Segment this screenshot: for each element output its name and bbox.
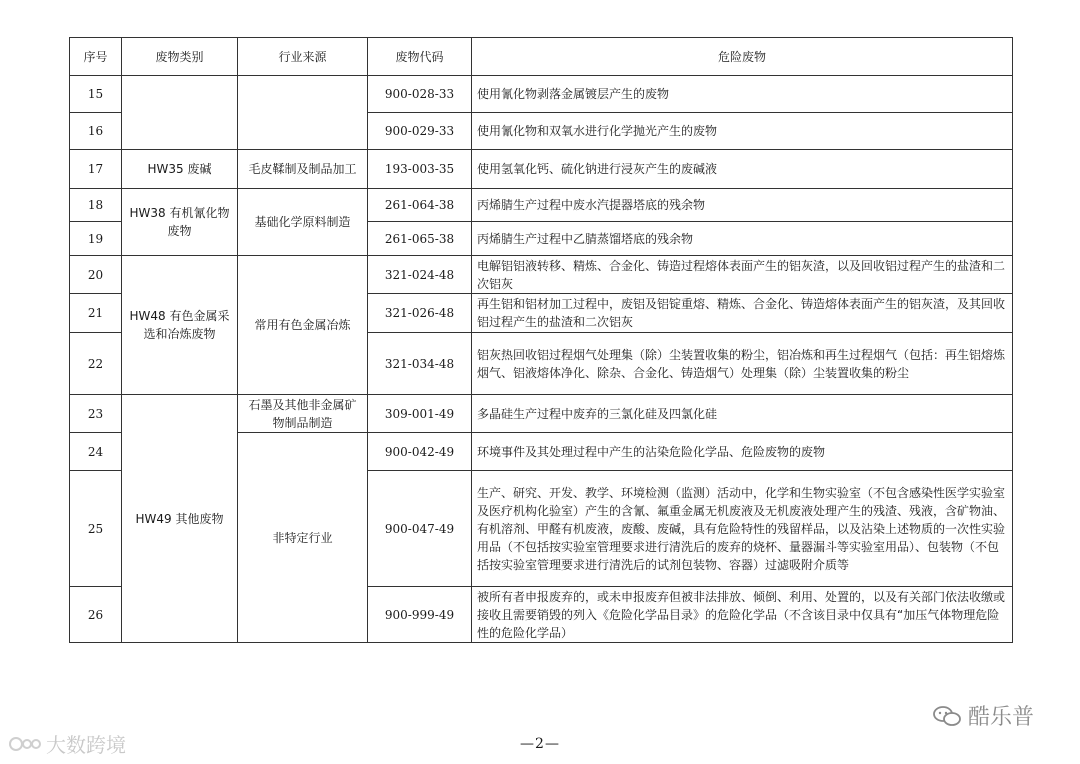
wechat-icon bbox=[932, 704, 962, 728]
row-description: 多晶硅生产过程中废弃的三氯化硅及四氯化硅 bbox=[472, 395, 1013, 433]
watermark-right-text: 酷乐普 bbox=[968, 705, 1035, 730]
row-code: 261-065-38 bbox=[368, 222, 472, 256]
header-category: 废物类别 bbox=[122, 38, 238, 76]
table-row bbox=[70, 76, 1013, 113]
row-category: HW35 废碱 bbox=[122, 150, 238, 189]
header-description: 危险废物 bbox=[472, 38, 1013, 76]
row-code: 900-047-49 bbox=[368, 471, 472, 587]
row-description: 使用氰化物剥落金属镀层产生的废物 bbox=[472, 76, 1013, 113]
row-code: 309-001-49 bbox=[368, 395, 472, 433]
row-code: 900-042-49 bbox=[368, 433, 472, 471]
row-code: 900-028-33 bbox=[368, 76, 472, 113]
row-description: 丙烯腈生产过程中废水汽提器塔底的残余物 bbox=[472, 189, 1013, 222]
table-row bbox=[70, 395, 1013, 433]
row-source: 基础化学原料制造 bbox=[238, 189, 368, 256]
row-serial: 17 bbox=[70, 150, 122, 189]
row-description: 再生铝和铝材加工过程中，废铝及铝锭重熔、精炼、合金化、铸造熔体表面产生的铝灰渣，及其回收铝过程产生的盐渣和二次铝灰 bbox=[472, 294, 1013, 333]
row-description: 使用氰化物和双氧水进行化学抛光产生的废物 bbox=[472, 113, 1013, 150]
row-serial: 23 bbox=[70, 395, 122, 433]
row-serial: 16 bbox=[70, 113, 122, 150]
category-cell-empty bbox=[122, 76, 238, 150]
row-source: 非特定行业 bbox=[238, 433, 368, 643]
row-serial: 25 bbox=[70, 471, 122, 587]
row-description: 生产、研究、开发、教学、环境检测（监测）活动中，化学和生物实验室（不包含感染性医学实验室及医疗机构化验室）产生的含氰、氟重金属无机废液及无机废液处理产生的残渣、残液，含矿物油、有机溶剂、甲醛有机废液，废酸、废碱，具有危险特性的残留样品，以及沾染上述物质的一次性实验用品（不包括按实验室管理要求进行清洗后的废弃的烧杯、量器漏斗等实验室用品）、包装物（不包括按实验室管理要求进行清洗后的试剂包装物、容器）过滤吸附介质等 bbox=[472, 471, 1013, 587]
row-serial: 18 bbox=[70, 189, 122, 222]
hazardous-waste-table bbox=[69, 37, 1013, 643]
row-code: 321-026-48 bbox=[368, 294, 472, 333]
row-code: 900-999-49 bbox=[368, 587, 472, 643]
row-description: 丙烯腈生产过程中乙腈蒸馏塔底的残余物 bbox=[472, 222, 1013, 256]
row-description: 使用氢氧化钙、硫化钠进行浸灰产生的废碱液 bbox=[472, 150, 1013, 189]
table-header-row bbox=[70, 38, 1013, 76]
row-code: 900-029-33 bbox=[368, 113, 472, 150]
row-serial: 19 bbox=[70, 222, 122, 256]
row-description: 电解铝铝液转移、精炼、合金化、铸造过程熔体表面产生的铝灰渣，以及回收铝过程产生的盐渣和二次铝灰 bbox=[472, 256, 1013, 294]
row-serial: 21 bbox=[70, 294, 122, 333]
row-serial: 15 bbox=[70, 76, 122, 113]
source-cell-empty bbox=[238, 76, 368, 150]
row-code: 261-064-38 bbox=[368, 189, 472, 222]
row-serial: 22 bbox=[70, 333, 122, 395]
row-serial: 20 bbox=[70, 256, 122, 294]
row-serial: 26 bbox=[70, 587, 122, 643]
row-description: 铝灰热回收铝过程烟气处理集（除）尘装置收集的粉尘，铝冶炼和再生过程烟气（包括：再生铝熔炼烟气、铝液熔体净化、除杂、合金化、铸造烟气）处理集（除）尘装置收集的粉尘 bbox=[472, 333, 1013, 395]
row-source: 毛皮鞣制及制品加工 bbox=[238, 150, 368, 189]
row-category: HW49 其他废物 bbox=[122, 395, 238, 643]
watermark-left-text: 大数跨境 bbox=[46, 733, 126, 757]
table-row bbox=[70, 189, 1013, 222]
table-row bbox=[70, 150, 1013, 189]
watermark-right bbox=[932, 700, 1034, 731]
row-description: 环境事件及其处理过程中产生的沾染危险化学品、危险废物的废物 bbox=[472, 433, 1013, 471]
header-code: 废物代码 bbox=[368, 38, 472, 76]
row-category: HW38 有机氰化物废物 bbox=[122, 189, 238, 256]
row-description: 被所有者申报废弃的，或未申报废弃但被非法排放、倾倒、利用、处置的，以及有关部门依法收缴或接收且需要销毁的列入《危险化学品目录》的危险化学品（不含该目录中仅具有“加压气体物理危险性的危险化学品） bbox=[472, 587, 1013, 643]
table-row bbox=[70, 256, 1013, 294]
row-code: 193-003-35 bbox=[368, 150, 472, 189]
page-number: —2— bbox=[520, 736, 560, 752]
header-serial: 序号 bbox=[70, 38, 122, 76]
row-source: 常用有色金属冶炼 bbox=[238, 256, 368, 395]
row-category: HW48 有色金属采选和冶炼废物 bbox=[122, 256, 238, 395]
row-code: 321-024-48 bbox=[368, 256, 472, 294]
row-code: 321-034-48 bbox=[368, 333, 472, 395]
header-source: 行业来源 bbox=[238, 38, 368, 76]
row-serial: 24 bbox=[70, 433, 122, 471]
row-source: 石墨及其他非金属矿物制品制造 bbox=[238, 395, 368, 433]
